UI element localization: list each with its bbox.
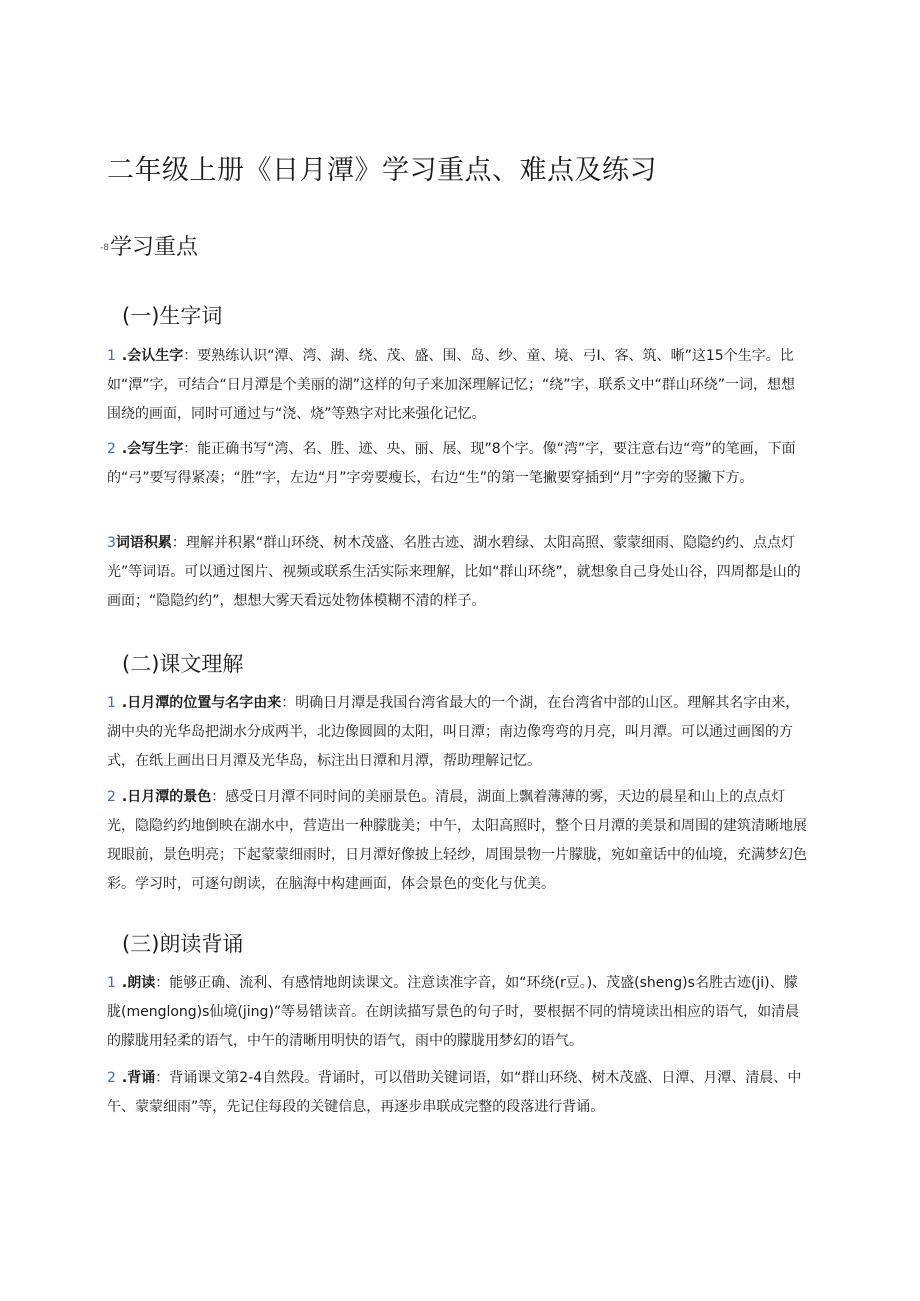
item-number: 2 <box>107 1070 116 1086</box>
item-number: 2 <box>107 441 116 457</box>
section-heading-key-points <box>100 230 198 261</box>
list-item <box>107 783 807 899</box>
item-number: 2 <box>107 789 116 805</box>
item-text: ：要熟练认识“潭、湾、湖、绕、茂、盛、围、岛、纱、童、境、弓I、客、筑、晰”这15个生字。比如“潭”字，可结合“日月潭是个美丽的湖”这样的句子来加深理解记忆；“绕”字，联系文中“群山环绕”一词，想想围绕的画面，同时可通过与“浇、烧”等熟字对比来强化记忆。 <box>107 348 796 422</box>
section-marker: -8 <box>100 243 109 253</box>
list-item <box>107 529 807 616</box>
section-heading-text: 学习重点 <box>109 235 198 260</box>
item-label: .日月潭的景色 <box>121 789 212 805</box>
item-number: 1 <box>107 975 116 991</box>
document-title: 二年级上册《日月潭》学习重点、难点及练习 <box>107 155 657 186</box>
item-text: ：背诵课文第2-4自然段。背诵时，可以借助关键词语，如“群山环绕、树木茂盛、日潭、月潭、清晨、中午、蒙蒙细雨”等，先记住每段的关键信息，再逐步串联成完整的段落进行背诵。 <box>107 1070 802 1115</box>
item-label: .会认生字 <box>121 348 184 364</box>
item-label: .朗读 <box>121 975 156 991</box>
item-label: 词语积累 <box>115 535 172 551</box>
item-text: ：能够正确、流利、有感情地朗读课文。注意读准字音，如“环绕(r豆。)、茂盛(sheng)s名胜古迹(ji)、朦胧(menglong)s仙境(jing)”等易错读音。在朗读描写景色的句子时，要根据不同的情境读出相应的语气，如清晨的朦胧用轻柔的语气，中午的清晰用明快的语气，雨中的朦胧用梦幻的语气。 <box>107 975 800 1049</box>
item-number: 3 <box>107 535 116 551</box>
list-item <box>107 689 807 776</box>
item-text: ：理解并积累“群山环绕、树木茂盛、名胜古迹、湖水碧绿、太阳高照、蒙蒙细雨、隐隐约约、点点灯光”等词语。可以通过图片、视频或联系生活实际来理解，比如“群山环绕”，就想象自己身处山谷，四周都是山的画面；“隐隐约约”，想想大雾天看远处物体模糊不清的样子。 <box>107 535 801 609</box>
subsection-heading-vocabulary: (一)生字词 <box>122 304 223 328</box>
list-item <box>107 1064 807 1122</box>
item-text: ：能正确书写“湾、名、胜、迹、央、丽、展、现”8个字。像“湾”字，要注意右边“弯”的笔画，下面的“弓”要写得紧凑；“胜”字，左边“月”字旁要瘦长，右边“生”的第一笔撇要穿插到“月”字旁的竖撇下方。 <box>107 441 796 486</box>
item-label: .日月潭的位置与名字由来 <box>121 695 282 711</box>
item-text: ：感受日月潭不同时间的美丽景色。清晨，湖面上飘着薄薄的雾，天边的晨星和山上的点点灯光，隐隐约约地倒映在湖水中，营造出一种朦胧美；中午，太阳高照时，整个日月潭的美景和周围的建筑清晰地展现眼前，景色明亮；下起蒙蒙细雨时，日月潭好像披上轻纱，周围景物一片朦胧，宛如童话中的仙境，充满梦幻色彩。学习时，可逐句朗读，在脑海中构建画面，体会景色的变化与优美。 <box>107 789 807 892</box>
item-number: 1 <box>107 348 116 364</box>
list-item <box>107 342 807 429</box>
item-label: .会写生字 <box>121 441 184 457</box>
subsection-heading-reading: (三)朗读背诵 <box>122 932 244 956</box>
item-number: 1 <box>107 695 116 711</box>
item-label: .背诵 <box>121 1070 156 1086</box>
item-text: ：明确日月潭是我国台湾省最大的一个湖，在台湾省中部的山区。理解其名字由来，湖中央的光华岛把湖水分成两半，北边像圆圆的太阳，叫日潭；南边像弯弯的月亮，叫月潭。可以通过画图的方式，在纸上画出日月潭及光华岛，标注出日潭和月潭，帮助理解记忆。 <box>107 695 800 769</box>
subsection-heading-comprehension: (二)课文理解 <box>122 652 244 676</box>
list-item <box>107 969 807 1056</box>
list-item <box>107 435 807 493</box>
